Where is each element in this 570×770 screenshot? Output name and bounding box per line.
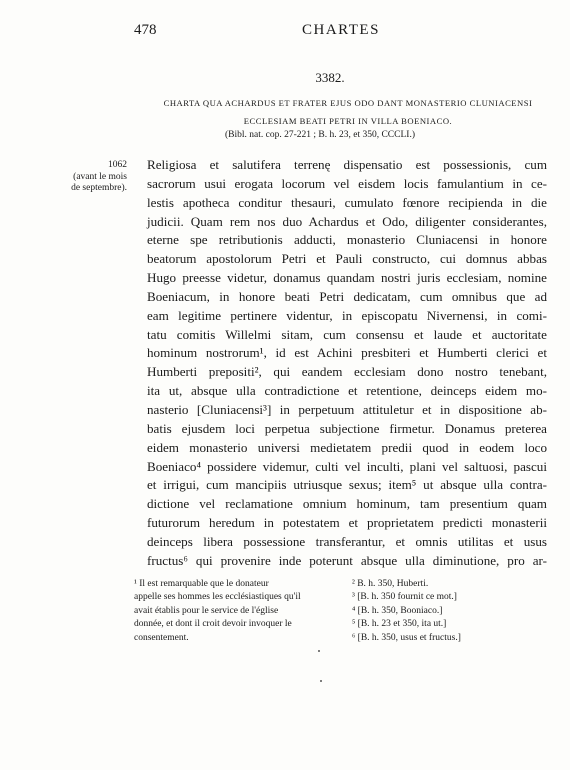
footnote-line: consentement.	[134, 632, 189, 643]
body-line: et irrigui, cum mancipiis utriusque sexus; item⁵ ut absque ulla contra-	[147, 477, 547, 493]
scan-speck	[318, 650, 320, 652]
charter-source: (Bibl. nat. cop. 27-221 ; B. h. 23, et 350, CCCLI.)	[225, 130, 415, 140]
body-line: Religiosa et salutifera terrenę dispensatio est possessionis, cum	[147, 157, 547, 172]
body-line: Boeniaco⁴ possidere videmur, culti vel inculti, plani vel saltuosi, pascui	[147, 458, 547, 474]
body-line: beatorum apostolorum Petri et Pauli constructo, cui domnus abbas	[147, 251, 547, 267]
footnote-line: ¹ Il est remarquable que le donateur	[134, 579, 269, 589]
body-line: nasterio [Cluniacensi³] in perpetuum attituletur et in dispositione ab-	[147, 401, 547, 417]
scan-speck	[320, 680, 322, 682]
footnote-line: ⁵ [B. h. 23 et 350, ita ut.]	[352, 619, 447, 630]
charter-title-line: CHARTA QUA ACHARDUS ET FRATER EJUS ODO DANT MONASTERIO CLUNIACENSI	[163, 98, 533, 108]
body-line: fructus⁶ qui provenire inde poterunt absque ulla diminutione, pro ar-	[147, 552, 547, 568]
footnote-line: ⁶ [B. h. 350, usus et fructus.]	[352, 632, 461, 643]
body-line: eterne spe retributionis adducti, monasterio Cluniacensi in honore	[147, 232, 547, 248]
footnote-line: ³ [B. h. 350 fournit ce mot.]	[352, 592, 457, 603]
body-line: futurorum heredum in potestatem et proprietatem predicti monasterii	[147, 515, 547, 531]
body-line: eidem monasterio universi medietatem predii quod in eodem loco	[147, 439, 547, 455]
body-line: hominum nostrorum¹, id est Achini presbiteri et Humberti clerici et	[147, 345, 547, 361]
body-line: dictione vel reclamatione omnium hominum, tam presentium quam	[147, 496, 547, 512]
charter-title	[148, 94, 548, 130]
body-line: lestis apotheca conditur thesauri, cumulato fœnore recipienda in die	[147, 194, 547, 210]
charter-body	[147, 156, 547, 571]
footnotes-right	[352, 578, 542, 645]
margin-note-line: de septembre).	[71, 183, 127, 193]
body-line: tatu comitis Willelmi sitam, cum consensu et laude et auctoritate	[147, 326, 547, 342]
body-line: Hugo preesse videtur, donamus quandam nostri juris ecclesiam, nomine	[147, 270, 547, 286]
footnote-line: ² B. h. 350, Huberti.	[352, 579, 429, 589]
footnote-line: ⁴ [B. h. 350, Booniaco.]	[352, 605, 443, 616]
body-line: sacrorum usui erogata locorum vel eisdem locis famulantium in ce-	[147, 175, 547, 191]
footnote-line: appelle ses hommes les ecclésiastiques qu'il	[134, 592, 301, 603]
body-line: deinceps libera possessione transferantur, et omnis utilitas et usus	[147, 533, 547, 549]
margin-note-line: (avant le mois	[73, 171, 127, 182]
body-line: ita ut, absque ulla contradictione et retentione, deinceps eidem mo-	[147, 383, 547, 399]
footnote-line: avait établis pour le service de l'église	[134, 605, 279, 616]
running-title: CHARTES	[302, 22, 380, 38]
charter-title-line: ECCLESIAM BEATI PETRI IN VILLA BOENIACO.	[243, 116, 453, 126]
body-line: eam legitime pertinere videntur, in episcopatu Nivernensi, in comi-	[147, 307, 547, 323]
body-line: judicii. Quam rem nos duo Achardus et Odo, diligenter considerantes,	[147, 213, 547, 229]
body-line: batis ejusdem loci perpetua subjectione firmetur. Donamus preterea	[147, 420, 547, 436]
charter-number: 3382.	[315, 70, 345, 85]
body-line: Boeniacum, in honore beati Petri dedicatam, cum omnibus que ad	[147, 288, 547, 304]
footnotes-left	[134, 578, 334, 645]
page-number: 478	[134, 22, 157, 38]
footnote-line: donnée, et dont il croit devoir invoquer le	[134, 619, 292, 630]
body-line: Humberti prepositi², qui eandem ecclesiam dono nostro tenebant,	[147, 364, 547, 380]
margin-note-line: 1062	[108, 160, 127, 170]
margin-date-note	[42, 160, 127, 195]
